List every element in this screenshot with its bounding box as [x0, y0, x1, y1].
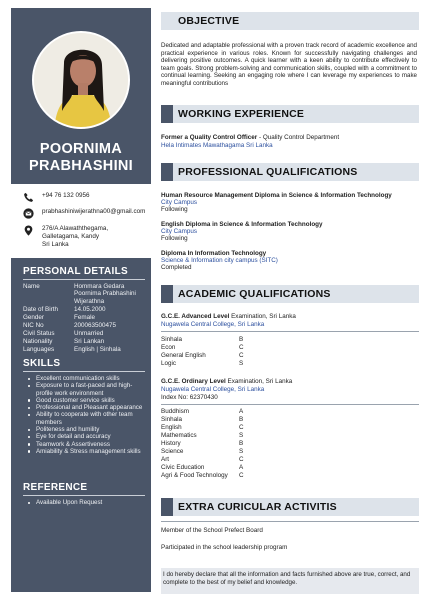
- ol-title-rest: Examination, Sri Lanka: [225, 378, 293, 385]
- detail-value-nic: 200063500475: [74, 322, 117, 329]
- ol-grade: S: [239, 432, 244, 439]
- phone-icon: [23, 192, 34, 203]
- divider: [23, 495, 145, 496]
- ol-subject: Agri & Food Technology: [161, 472, 228, 479]
- location-pin-icon: [23, 225, 34, 236]
- qualification-place: City Campus: [161, 228, 198, 235]
- detail-label-name: Name: [23, 283, 40, 290]
- ol-grade: A: [239, 408, 244, 415]
- al-title-bold: G.C.E. Advanced Level: [161, 313, 230, 320]
- address-line: Galletagama, Kandy: [42, 233, 100, 240]
- ol-subject: Science: [161, 448, 184, 455]
- professional-heading: PROFESSIONAL QUALIFICATIONS: [178, 166, 358, 178]
- skill-item: Ability to cooperate with other team members: [27, 411, 145, 426]
- phone-number: +94 76 132 0956: [42, 192, 90, 199]
- band-accent: [161, 285, 173, 303]
- reference-heading: REFERENCE: [23, 482, 88, 493]
- professional-heading-band: [161, 163, 419, 181]
- al-subject: Sinhala: [161, 336, 183, 343]
- work-heading: WORKING EXPERIENCE: [178, 108, 305, 120]
- qualification-status: Following: [161, 235, 188, 242]
- work-company: Hela Intimates Mawathagama Sri Lanka: [161, 142, 273, 149]
- declaration-box: [161, 568, 419, 594]
- qualification-title: Human Resource Management Diploma in Science & Information Technology: [161, 192, 392, 199]
- address-line: 276/A Alawaththegama,: [42, 225, 109, 232]
- ol-grade: C: [239, 456, 244, 463]
- objective-heading: OBJECTIVE: [178, 15, 240, 27]
- divider: [161, 331, 419, 332]
- skill-item: Politeness and humility: [27, 426, 145, 433]
- skill-item: Good customer service skills: [27, 397, 145, 404]
- detail-value-civil-status: Unmarried: [74, 330, 104, 337]
- divider: [161, 521, 419, 522]
- name-line: Poornima Prabhashini: [74, 290, 136, 298]
- work-role-line: [161, 134, 417, 141]
- address: [42, 225, 108, 249]
- ol-subject: Sinhala: [161, 416, 183, 423]
- declaration-text: I do hereby declare that all the information and facts furnished above are true, correct, and complete to the best of my belief and knowledge.: [163, 571, 411, 586]
- objective-text: Dedicated and adaptable professional with a proven track record of academic excellence and practical experience in various roles. Known for successfully navigating challenges and delivering positive outcomes. A quick learner with a keen ability to contribute effectively to team goals. Strong problem-solving and communication skills, coupled with a commitment to continual learning. Seeking an engaging role where I can leverage my experiences to make meaningful contributions: [161, 42, 417, 87]
- name-line: Hommara Gedara: [74, 283, 125, 290]
- ol-grade: S: [239, 448, 244, 455]
- detail-value-dob: 14.05.2000: [74, 306, 106, 313]
- al-grade: S: [239, 360, 244, 367]
- detail-value-name: [74, 283, 149, 305]
- extra-heading: EXTRA CURICULAR ACTIVITIS: [178, 501, 337, 513]
- ol-school: Nugawela Central College, Sri Lanka: [161, 386, 265, 393]
- al-subject: General English: [161, 352, 206, 359]
- detail-label-dob: Date of Birth: [23, 306, 58, 313]
- contact-box: [11, 184, 151, 258]
- detail-label-nic: NIC No: [23, 322, 44, 329]
- ol-grade: A: [239, 464, 244, 471]
- profile-portrait-image: [34, 33, 130, 129]
- academic-heading-band: [161, 285, 419, 303]
- skill-item: Excellent communication skills: [27, 375, 145, 382]
- divider: [161, 404, 419, 405]
- ol-title-bold: G.C.E. Ordinary Level: [161, 378, 226, 385]
- detail-value-languages: English | Sinhala: [74, 346, 121, 353]
- ol-subject: Buddhism: [161, 408, 190, 415]
- ol-subject: Mathematics: [161, 432, 197, 439]
- qualification-title: English Diploma in Science & Information Technology: [161, 221, 323, 228]
- divider: [23, 279, 145, 280]
- detail-value-nationality: Sri Lankan: [74, 338, 105, 345]
- al-school: Nugawela Central College, Sri Lanka: [161, 321, 265, 328]
- skill-item: Exposure to a fast-paced and high-profile work environment: [27, 382, 145, 397]
- reference-item: Available Upon Request: [27, 499, 102, 507]
- sidebar: [11, 8, 151, 592]
- phone-row: [23, 192, 89, 203]
- al-title: [161, 313, 417, 320]
- extra-heading-band: [161, 498, 419, 516]
- ol-title: [161, 378, 417, 385]
- qualification-title: Diploma In Information Technology: [161, 250, 267, 257]
- name-line: Wijerathna: [74, 297, 105, 305]
- band-accent: [161, 105, 173, 123]
- qualification-place: Science & Information city campus (SITC): [161, 257, 278, 264]
- academic-heading: ACADEMIC QUALIFICATIONS: [178, 288, 331, 300]
- email-row: [23, 208, 145, 219]
- ol-index: Index No: 62370430: [161, 394, 218, 401]
- objective-heading-band: [161, 12, 419, 30]
- al-grade: C: [239, 352, 244, 359]
- al-grade: B: [239, 336, 244, 343]
- detail-label-languages: Languages: [23, 346, 55, 353]
- last-name: PRABHASHINI: [29, 158, 133, 174]
- personal-details-heading: PERSONAL DETAILS: [23, 266, 128, 277]
- ol-subject: Civic Education: [161, 464, 205, 471]
- skill-item: Amiability & Stress management skills: [27, 448, 145, 455]
- ol-subject: Art: [161, 456, 170, 463]
- al-subject: Logic: [161, 360, 177, 367]
- ol-subject: History: [161, 440, 181, 447]
- skill-item: Eye for detail and accuracy: [27, 433, 145, 440]
- skill-item: Teamwork & Assertiveness: [27, 441, 145, 448]
- address-row: [23, 225, 108, 249]
- ol-grade: C: [239, 424, 244, 431]
- ol-grade: B: [239, 416, 244, 423]
- detail-label-civil-status: Civil Status: [23, 330, 55, 337]
- al-subject: Econ: [161, 344, 176, 351]
- ol-subject: English: [161, 424, 182, 431]
- qualification-status: Completed: [161, 264, 192, 271]
- detail-label-gender: Gender: [23, 314, 45, 321]
- al-title-rest: Examination, Sri Lanka: [229, 313, 296, 320]
- reference-list: [27, 499, 102, 507]
- detail-value-gender: Female: [74, 314, 95, 321]
- email-address: prabhashiniwijerathna00@gmail.com: [42, 208, 146, 215]
- skills-heading: SKILLS: [23, 358, 61, 369]
- ol-grade: B: [239, 440, 244, 447]
- work-role: Former a Quality Control Officer: [161, 134, 258, 141]
- al-grade: C: [239, 344, 244, 351]
- resume-page: [11, 8, 419, 592]
- skill-item: Professional and Pleasant appearance: [27, 404, 145, 411]
- band-accent: [161, 163, 173, 181]
- first-name: POORNIMA: [39, 141, 123, 157]
- qualification-place: City Campus: [161, 199, 198, 206]
- ol-grade: C: [239, 472, 244, 479]
- skills-list: [27, 375, 145, 455]
- work-department: - Quality Control Department: [257, 134, 340, 141]
- address-line: Sri Lanka: [42, 241, 69, 248]
- email-icon: [23, 208, 34, 219]
- profile-photo: [32, 31, 130, 129]
- activity-item: Member of the School Prefect Board: [161, 527, 263, 534]
- activity-item: Participated in the school leadership program: [161, 544, 288, 551]
- divider: [23, 371, 145, 372]
- candidate-name: [11, 141, 151, 175]
- work-heading-band: [161, 105, 419, 123]
- band-accent: [161, 498, 173, 516]
- qualification-status: Following: [161, 206, 188, 213]
- detail-label-nationality: Nationality: [23, 338, 53, 345]
